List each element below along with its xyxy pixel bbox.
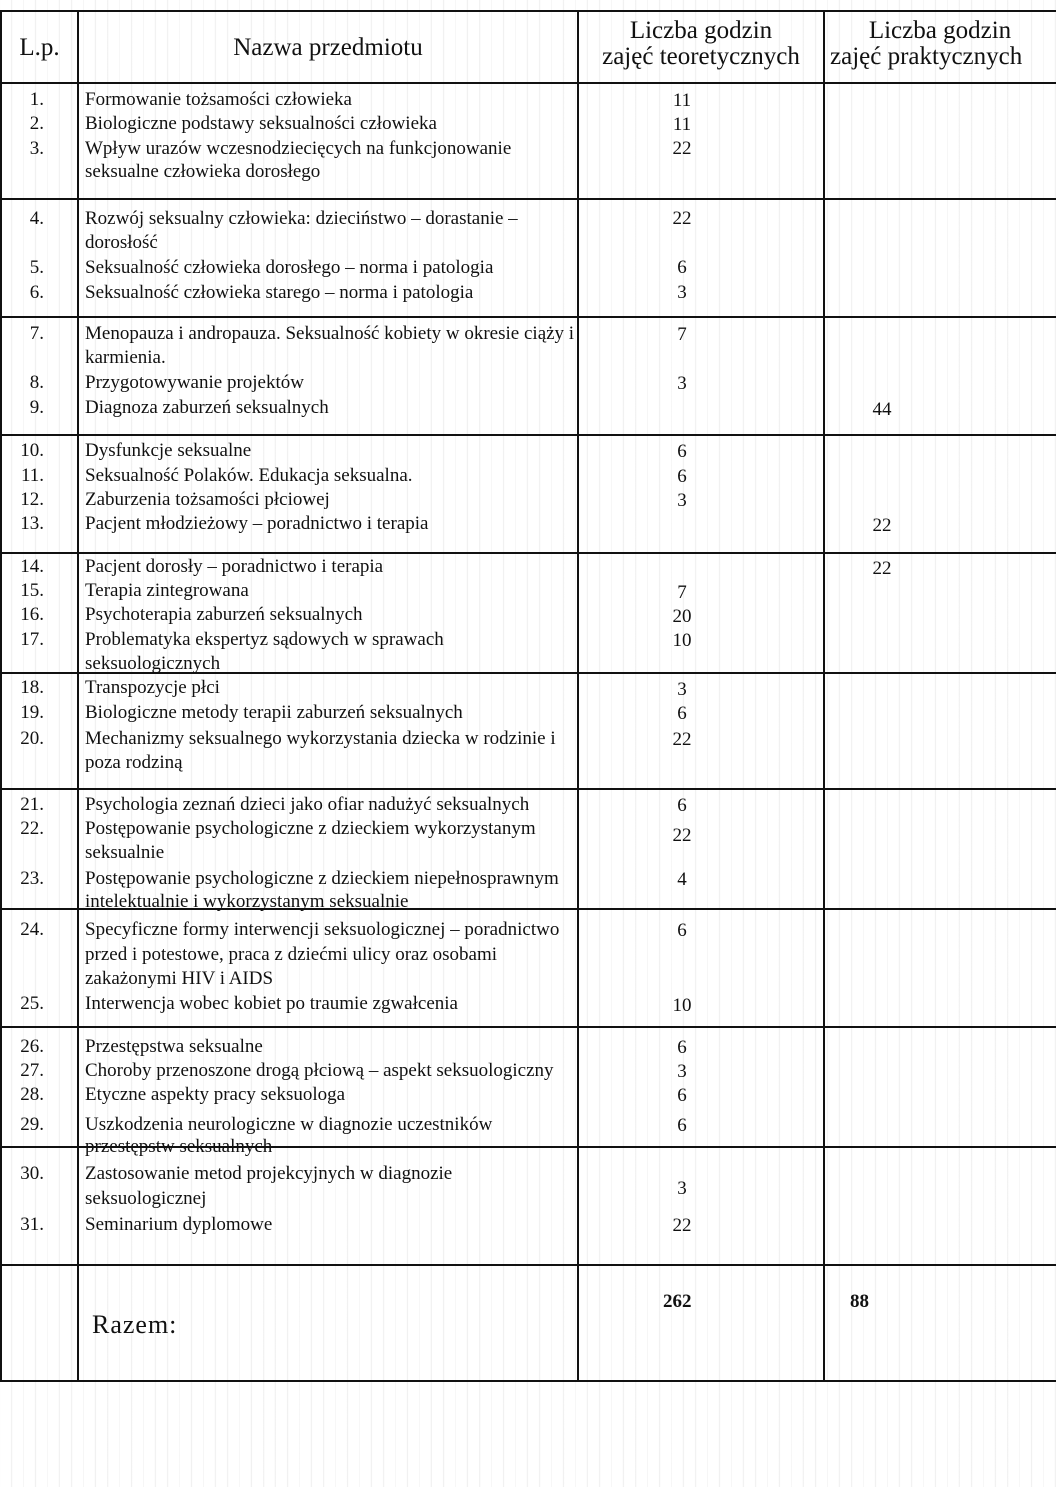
row-number: 2.	[29, 113, 44, 134]
row-theory-hours: 22	[672, 1215, 692, 1236]
row-number: 11.	[20, 465, 44, 486]
row-subject: Dysfunkcje seksualne	[85, 440, 252, 461]
row-subject: przed i potestowe, praca z dziećmi ulicy oraz osobami	[85, 944, 498, 965]
header-theory-line1: Liczba godzin	[629, 17, 773, 44]
header-lp: L.p.	[19, 34, 60, 61]
row-theory-hours: 3	[677, 373, 687, 394]
row-subject: Transpozycje płci	[85, 677, 220, 698]
row-subject: karmienia.	[85, 347, 166, 368]
row-number: 24.	[20, 919, 44, 940]
row-subject: seksuologicznej	[85, 1188, 207, 1209]
row-number: 27.	[20, 1060, 44, 1081]
row-theory-hours: 6	[677, 257, 687, 278]
row-number: 28.	[20, 1084, 44, 1105]
row-subject: poza rodziną	[85, 752, 183, 773]
row-number: 19.	[20, 702, 44, 723]
group-border	[0, 552, 1056, 554]
row-number: 6.	[29, 282, 44, 303]
row-subject: Menopauza i andropauza. Seksualność kobiety w okresie ciąży i	[85, 323, 575, 344]
row-subject: przestępstw seksualnych	[85, 1136, 273, 1157]
row-number: 21.	[20, 794, 44, 815]
row-subject: Zaburzenia tożsamości płciowej	[85, 489, 330, 510]
row-subject: Specyficzne formy interwencji seksuologicznej – poradnictwo	[85, 919, 560, 940]
group-border	[0, 198, 1056, 200]
column-border	[77, 10, 79, 1382]
row-number: 4.	[29, 208, 44, 229]
row-theory-hours: 6	[677, 920, 687, 941]
header-subject: Nazwa przedmiotu	[233, 34, 423, 61]
row-subject: Pacjent dorosły – poradnictwo i terapia	[85, 556, 384, 577]
row-number: 30.	[20, 1163, 44, 1184]
header-practice-line1: Liczba godzin	[868, 17, 1012, 44]
row-subject: dorosłość	[85, 232, 158, 253]
row-subject: Terapia zintegrowana	[85, 580, 249, 601]
group-border	[0, 434, 1056, 436]
row-number: 23.	[20, 868, 44, 889]
row-theory-hours: 3	[677, 490, 687, 511]
column-border	[823, 10, 825, 1382]
group-border	[0, 316, 1056, 318]
column-border	[0, 10, 2, 1382]
row-number: 9.	[29, 397, 44, 418]
row-subject: seksualnie	[85, 842, 165, 863]
row-theory-hours: 22	[672, 729, 692, 750]
row-number: 5.	[29, 257, 44, 278]
row-subject: Wpływ urazów wczesnodziecięcych na funkcjonowanie	[85, 138, 512, 159]
row-theory-hours: 4	[677, 869, 687, 890]
row-theory-hours: 10	[672, 995, 692, 1016]
row-number: 12.	[20, 489, 44, 510]
row-number: 8.	[29, 372, 44, 393]
row-number: 26.	[20, 1036, 44, 1057]
row-theory-hours: 3	[677, 1178, 687, 1199]
row-subject: intelektualnie i wykorzystanym seksualnie	[85, 891, 409, 912]
row-theory-hours: 6	[677, 795, 687, 816]
row-number: 18.	[20, 677, 44, 698]
row-subject: Interwencja wobec kobiet po traumie zgwałcenia	[85, 993, 458, 1014]
row-number: 10.	[20, 440, 44, 461]
row-subject: Mechanizmy seksualnego wykorzystania dziecka w rodzinie i	[85, 728, 556, 749]
row-number: 7.	[29, 323, 44, 344]
row-practice-hours: 22	[872, 515, 892, 536]
row-theory-hours: 22	[672, 208, 692, 229]
row-number: 17.	[20, 629, 44, 650]
row-theory-hours: 6	[677, 1085, 687, 1106]
row-theory-hours: 6	[677, 1115, 687, 1136]
row-theory-hours: 6	[677, 703, 687, 724]
row-number: 14.	[20, 556, 44, 577]
row-subject: Psychologia zeznań dzieci jako ofiar nadużyć seksualnych	[85, 794, 530, 815]
row-theory-hours: 6	[677, 1037, 687, 1058]
row-subject: Zastosowanie metod projekcyjnych w diagnozie	[85, 1163, 453, 1184]
group-border	[0, 1264, 1056, 1266]
header-practice-line2: zajęć praktycznych	[830, 43, 1023, 70]
header-theory-line2: zajęć teoretycznych	[602, 43, 800, 70]
row-subject: Psychoterapia zaburzeń seksualnych	[85, 604, 363, 625]
row-theory-hours: 7	[677, 582, 687, 603]
row-subject: Diagnoza zaburzeń seksualnych	[85, 397, 329, 418]
row-subject: Seminarium dyplomowe	[85, 1214, 273, 1235]
table-top-border	[0, 10, 1056, 12]
row-subject: Pacjent młodzieżowy – poradnictwo i terapia	[85, 513, 429, 534]
row-subject: Uszkodzenia neurologiczne w diagnozie uczestników	[85, 1114, 493, 1135]
row-subject: seksualne człowieka dorosłego	[85, 161, 321, 182]
row-number: 31.	[20, 1214, 44, 1235]
row-theory-hours: 11	[672, 114, 692, 135]
group-border	[0, 788, 1056, 790]
row-practice-hours: 44	[872, 399, 892, 420]
row-theory-hours: 3	[677, 282, 687, 303]
row-theory-hours: 20	[672, 606, 692, 627]
row-theory-hours: 10	[672, 630, 692, 651]
row-subject: Seksualność Polaków. Edukacja seksualna.	[85, 465, 413, 486]
row-subject: seksuologicznych	[85, 653, 221, 674]
row-number: 16.	[20, 604, 44, 625]
row-number: 1.	[29, 89, 44, 110]
row-theory-hours: 3	[677, 1061, 687, 1082]
row-practice-hours: 22	[872, 558, 892, 579]
row-subject: Seksualność człowieka dorosłego – norma i patologia	[85, 257, 494, 278]
row-theory-hours: 7	[677, 324, 687, 345]
row-subject: Biologiczne metody terapii zaburzeń seksualnych	[85, 702, 463, 723]
row-subject: Postępowanie psychologiczne z dzieckiem wykorzystanym	[85, 818, 536, 839]
row-number: 15.	[20, 580, 44, 601]
row-subject: Rozwój seksualny człowieka: dzieciństwo – dorastanie –	[85, 208, 518, 229]
row-subject: Przestępstwa seksualne	[85, 1036, 263, 1057]
row-number: 25.	[20, 993, 44, 1014]
row-theory-hours: 6	[677, 441, 687, 462]
row-subject: Choroby przenoszone drogą płciową – aspekt seksuologiczny	[85, 1060, 554, 1081]
row-subject: Biologiczne podstawy seksualności człowieka	[85, 113, 437, 134]
row-subject: Postępowanie psychologiczne z dzieckiem niepełnosprawnym	[85, 868, 559, 889]
row-number: 3.	[29, 138, 44, 159]
column-border	[577, 10, 579, 1382]
row-number: 29.	[20, 1114, 44, 1135]
row-number: 20.	[20, 728, 44, 749]
row-subject: Formowanie tożsamości człowieka	[85, 89, 352, 110]
table-bottom-border	[0, 1380, 1056, 1382]
row-subject: Seksualność człowieka starego – norma i patologia	[85, 282, 474, 303]
row-theory-hours: 22	[672, 825, 692, 846]
row-subject: Etyczne aspekty pracy seksuologa	[85, 1084, 346, 1105]
row-number: 22.	[20, 818, 44, 839]
group-border	[0, 1026, 1056, 1028]
total-practice-hours: 88	[850, 1291, 869, 1312]
total-label: Razem:	[92, 1310, 178, 1339]
row-number: 13.	[20, 513, 44, 534]
row-subject: zakażonymi HIV i AIDS	[85, 968, 274, 989]
row-theory-hours: 6	[677, 466, 687, 487]
header-bottom-border	[0, 82, 1056, 84]
row-theory-hours: 22	[672, 138, 692, 159]
total-theory-hours: 262	[663, 1291, 692, 1312]
row-theory-hours: 11	[672, 90, 692, 111]
row-subject: Przygotowywanie projektów	[85, 372, 304, 393]
row-subject: Problematyka ekspertyz sądowych w sprawach	[85, 629, 444, 650]
row-theory-hours: 3	[677, 679, 687, 700]
